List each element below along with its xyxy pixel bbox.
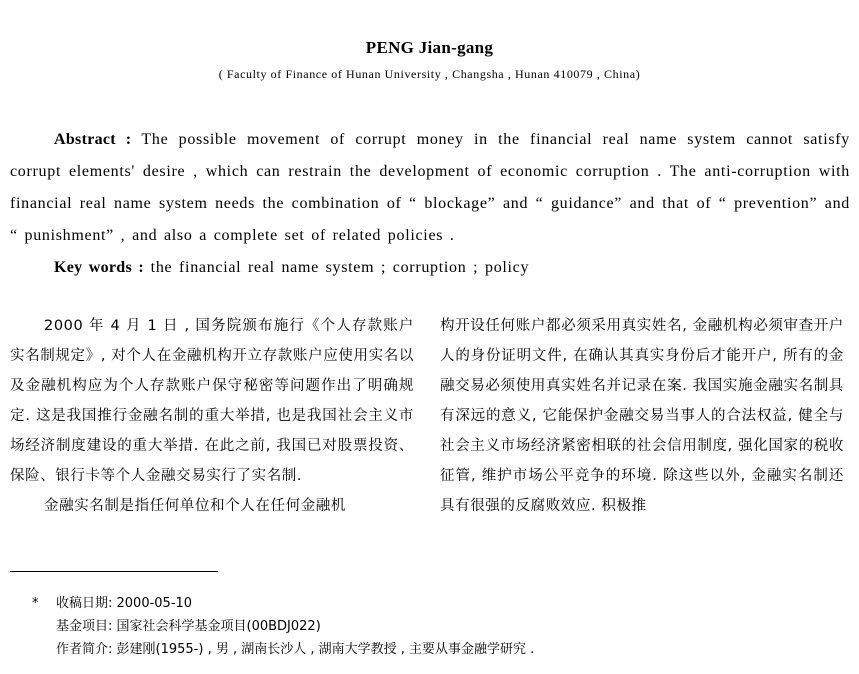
keywords-text: the financial real name system ; corruption ; policy [150,259,530,276]
author-affiliation: ( Faculty of Finance of Hunan University , Changsha , Hunan 410079 , China) [218,67,641,81]
body-paragraph: 2000 年 4 月 1 日 , 国务院颁布施行《个人存款账户实名制规定》, 对个人在金融机构开立存款账户应使用实名以及金融机构应为个人存款账户保守秘密等问题作出了明确规定. 这是我国推行金融名制的重大举措, 也是我国社会主义市场经济制度建设的重大举措. 在此之前, 我国已对股票投资、保险、银行卡等个人金融交易实行了实名制. [10,318,414,484]
footnotes [32,592,832,661]
abstract-label: Abstract : [54,131,132,148]
footnote-bio [32,638,832,661]
body-column-right [440,311,844,521]
keywords-label: Key words : [54,259,144,276]
abstract-section [10,124,850,284]
footnote-received-text: 收稿日期: 2000-05-10 [56,596,193,611]
footnote-marker: * [32,596,39,611]
body-paragraph: 构开设任何账户都必须采用真实姓名, 金融机构必须审查开户人的身份证明文件, 在确认其真实身份后才能开户, 所有的金融交易必须使用真实姓名并记录在案. 我国实施金融实名制具有深远的意义, 它能保护金融交易当事人的合法权益, 健全与社会主义市场经济紧密相联的社会信用制度, 强化国家的税收征管, 维护市场公平竞争的环境. 除这些以外, 金融实名制还具有很强的反腐败效应. 积极推 [440,318,844,514]
footnote-bio-text: 作者简介: 彭建刚(1955-) , 男 , 湖南长沙人 , 湖南大学教授 , 主要从事金融学研究 . [56,642,535,657]
body-column-left [10,311,414,521]
footnote-received [32,592,832,615]
keywords-paragraph [10,252,850,284]
abstract-text: The possible movement of corrupt money in the financial real name system cannot satisfy corrupt elements' desire , which can restrain the development of economic corruption . The anti-corruption with financial real name system needs the combination of “ blockage” and “ guidance” and that of “ prevention” and “ punishment” , and also a complete set of related policies . [10,131,850,244]
abstract-paragraph [10,124,850,252]
author-name: PENG Jian-gang [365,38,494,57]
body-paragraph: 金融实名制是指任何单位和个人在任何金融机 [44,498,346,514]
footnote-fund-text: 基金项目: 国家社会科学基金项目(00BDJ022) [56,619,321,634]
footnote-fund [32,615,832,638]
footnote-divider [10,571,218,572]
